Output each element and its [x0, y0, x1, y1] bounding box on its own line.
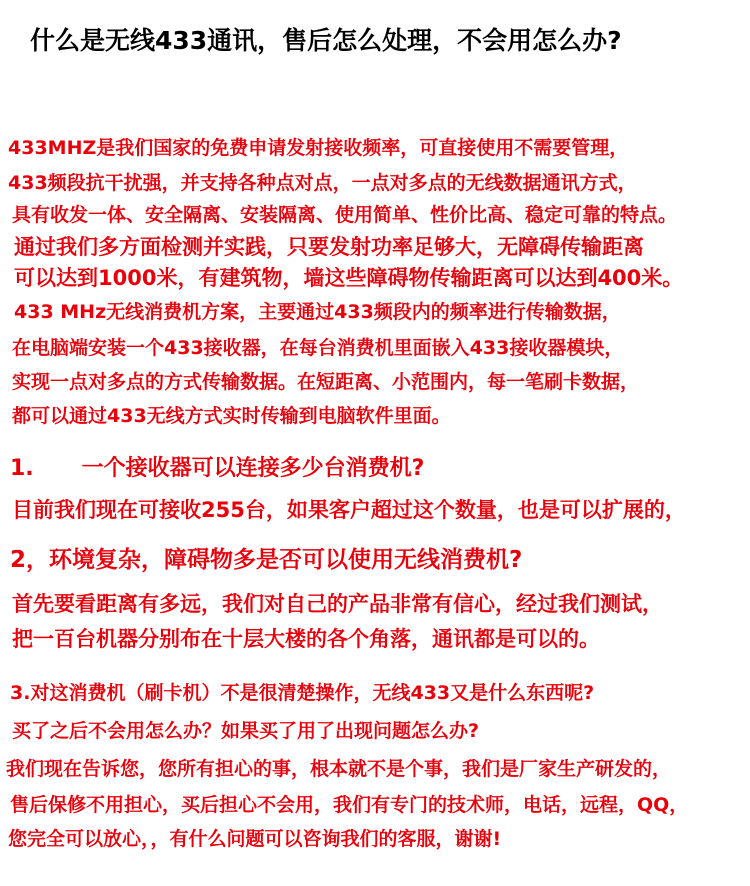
- intro-line-6: 433 MHz无线消费机方案，主要通过433频段内的频率进行传输数据，: [14, 301, 621, 323]
- intro-line-7: 在电脑端安装一个433接收器，在每台消费机里面嵌入433接收器模块，: [12, 337, 624, 359]
- question-2-heading: 2，环境复杂，障碍物多是否可以使用无线消费机?: [10, 547, 523, 573]
- intro-line-2: 433频段抗干扰强，并支持各种点对点，一点对多点的无线数据通讯方式，: [8, 172, 637, 194]
- answer-1-line-1: 目前我们现在可接收255台，如果客户超过这个数量，也是可以扩展的，: [12, 498, 686, 522]
- answer-3-line-2: 售后保修不用担心，买后担心不会用，我们有专门的技术师，电话，远程，QQ，: [10, 794, 689, 816]
- intro-line-9: 都可以通过433无线方式实时传输到电脑软件里面。: [12, 405, 451, 427]
- answer-2-line-1: 首先要看距离有多远，我们对自己的产品非常有信心，经过我们测试，: [12, 592, 663, 616]
- answer-2-line-2: 把一百台机器分别布在十层大楼的各个角落，通讯都是可以的。: [12, 627, 600, 651]
- answer-3-line-1: 我们现在告诉您，您所有担心的事，根本就不是个事，我们是厂家生产研发的，: [6, 758, 672, 780]
- question-1-text: 一个接收器可以连接多少台消费机?: [81, 456, 425, 481]
- question-1-number: 1.: [10, 456, 34, 481]
- question-3-heading: 3.对这消费机（刷卡机）不是很清楚操作，无线433又是什么东西呢?: [10, 682, 595, 704]
- intro-line-1: 433MHZ是我们国家的免费申请发射接收频率，可直接使用不需要管理，: [8, 137, 629, 159]
- intro-line-3: 具有收发一体、安全隔离、安装隔离、使用简单、性价比高、稳定可靠的特点。: [12, 204, 678, 226]
- answer-3-line-3: 您完全可以放心，，有什么问题可以咨询我们的客服，谢谢!: [8, 828, 502, 850]
- intro-line-5: 可以达到1000米，有建筑物，墙这些障碍物传输距离可以达到400米。: [14, 266, 684, 290]
- intro-line-8: 实现一点对多点的方式传输数据。在短距离、小范围内，每一笔刷卡数据，: [12, 371, 640, 393]
- question-1-heading: [10, 458, 424, 480]
- intro-line-4: 通过我们多方面检测并实践，只要发射功率足够大，无障碍传输距离: [14, 235, 644, 259]
- question-3-subquestion: 买了之后不会用怎么办？如果买了用了出现问题怎么办?: [12, 720, 480, 742]
- page-title: 什么是无线433通讯，售后怎么处理，不会用怎么办?: [30, 26, 622, 55]
